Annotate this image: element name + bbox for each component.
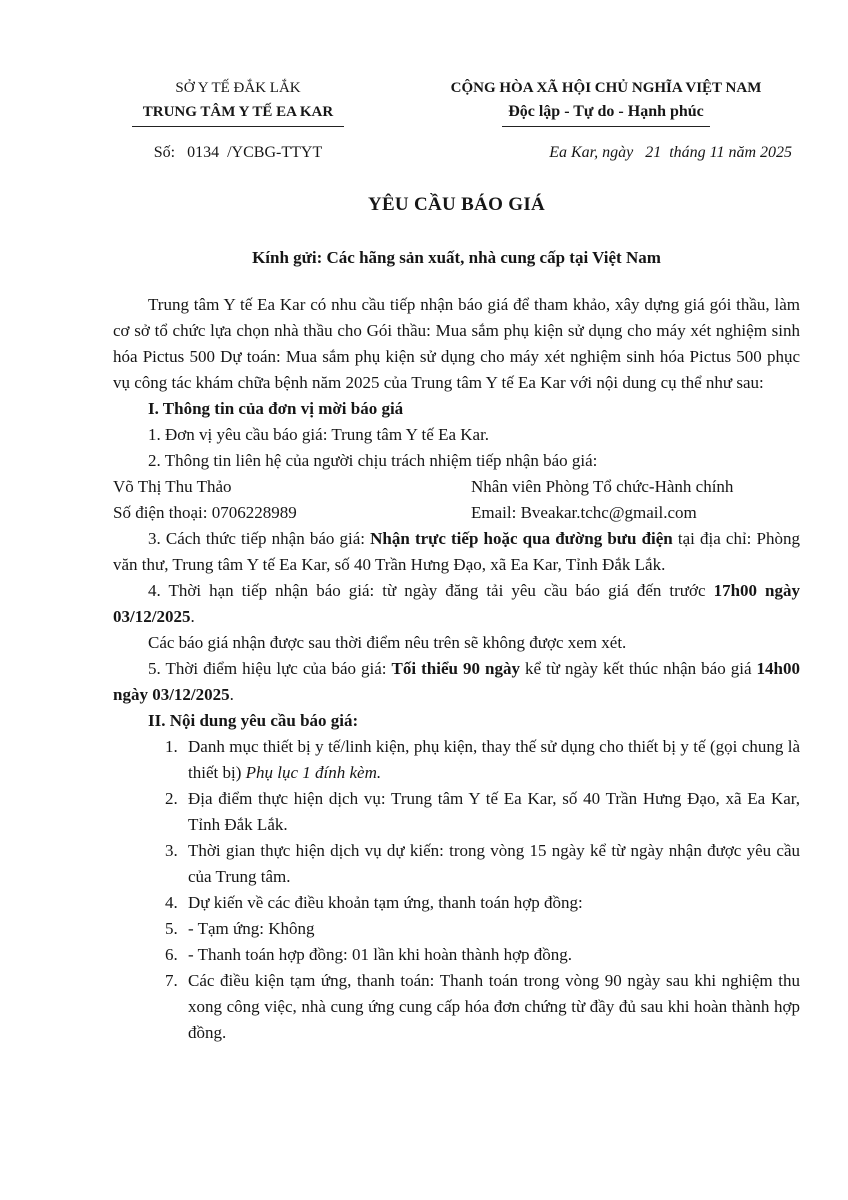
issuer-block [98, 76, 378, 127]
receive-method-paragraph: 3. Cách thức tiếp nhận báo giá: Nhận trực tiếp hoặc qua đường bưu điện tại địa chỉ: Phòng văn thư, Trung tâm Y tế Ea Kar, số 40 Trần Hưng Đạo, xã Ea Kar, Tỉnh Đắk Lắk. [113, 529, 800, 574]
list-item [113, 734, 800, 786]
header-subrow [0, 127, 848, 165]
list-item-text: - Tạm ứng: Không [188, 919, 315, 938]
list-item-number: 6. [165, 945, 178, 964]
document-header [0, 0, 848, 127]
contact-name: Võ Thị Thu Thảo [113, 477, 232, 496]
requirements-list [113, 734, 800, 1046]
list-item-text: Danh mục thiết bị y tế/linh kiện, phụ kiện, thay thế sử dụng cho thiết bị y tế (gọi chung là thiết bị) Phụ lục 1 đính kèm. [188, 737, 800, 782]
issuer-org-name: TRUNG TÂM Y TẾ EA KAR [142, 104, 334, 120]
list-item-text: Dự kiến về các điều khoản tạm ứng, thanh toán hợp đồng: [188, 893, 583, 912]
list-item [113, 942, 800, 968]
doc-title: YÊU CẦU BÁO GIÁ [367, 194, 546, 215]
place-date-line: Ea Kar, ngày 21 tháng 11 năm 2025 [549, 144, 792, 161]
list-item-number: 2. [165, 789, 178, 808]
list-item-number: 1. [165, 737, 178, 756]
list-item [113, 838, 800, 890]
list-item-text: - Thanh toán hợp đồng: 01 lần khi hoàn thành hợp đồng. [188, 945, 573, 964]
doc-number: Số: 0134 /YCBG-TTYT [153, 144, 323, 161]
issuer-department: SỞ Y TẾ ĐẮK LẮK [175, 80, 301, 96]
list-item-number: 4. [165, 893, 178, 912]
section-1-item-1: 1. Đơn vị yêu cầu báo giá: Trung tâm Y tế Ea Kar. [148, 425, 490, 444]
deadline-paragraph: 4. Thời hạn tiếp nhận báo giá: từ ngày đăng tải yêu cầu báo giá đến trước 17h00 ngày 03/12/2025. [113, 581, 800, 626]
section-1-heading: I. Thông tin của đơn vị mời báo giá [148, 399, 404, 418]
motto-underline [502, 126, 710, 127]
issuer-underline [132, 126, 344, 127]
list-item-number: 5. [165, 919, 178, 938]
contact-row-2 [113, 500, 800, 526]
list-item [113, 890, 800, 916]
section-1-item-2: 2. Thông tin liên hệ của người chịu trách nhiệm tiếp nhận báo giá: [148, 451, 598, 470]
list-item-text: Thời gian thực hiện dịch vụ dự kiến: trong vòng 15 ngày kể từ ngày nhận được yêu cầu của Trung tâm. [188, 841, 800, 886]
national-title: CỘNG HÒA XÃ HỘI CHỦ NGHĨA VIỆT NAM [450, 80, 762, 96]
national-block [420, 76, 792, 127]
contact-email: Email: Bveakar.tchc@gmail.com [471, 503, 697, 522]
contact-row-1 [113, 474, 800, 500]
contact-phone: Số điện thoại: 0706228989 [113, 503, 297, 522]
list-item-number: 7. [165, 971, 178, 990]
national-motto: Độc lập - Tự do - Hạnh phúc [508, 103, 704, 120]
late-note-line: Các báo giá nhận được sau thời điểm nêu trên sẽ không được xem xét. [148, 633, 627, 652]
intro-paragraph: Trung tâm Y tế Ea Kar có nhu cầu tiếp nhận báo giá để tham khảo, xây dựng giá gói thầu, làm cơ sở tổ chức lựa chọn nhà thầu cho Gói thầu: Mua sắm phụ kiện sử dụng cho máy xét nghiệm sinh hóa Pictus 500 Dự toán: Mua sắm phụ kiện sử dụng cho máy xét nghiệm sinh hóa Pictus 500 phục vụ công tác khám chữa bệnh năm 2025 của Trung tâm Y tế Ea Kar với nội dung cụ thể như sau: [113, 295, 800, 392]
contact-role: Nhân viên Phòng Tổ chức-Hành chính [471, 477, 734, 496]
body-text [113, 292, 800, 1046]
list-item-text: Các điều kiện tạm ứng, thanh toán: Thanh toán trong vòng 90 ngày sau khi nghiệm thu xong công việc, nhà cung ứng cung cấp hóa đơn chứng từ đầy đủ sau khi hoàn thành hợp đồng. [188, 971, 800, 1042]
list-item [113, 786, 800, 838]
section-2-heading: II. Nội dung yêu cầu báo giá: [148, 711, 359, 730]
list-item [113, 916, 800, 942]
list-item-text: Địa điểm thực hiện dịch vụ: Trung tâm Y tế Ea Kar, số 40 Trần Hưng Đạo, xã Ea Kar, Tỉnh Đắk Lắk. [188, 789, 800, 834]
document-content [0, 191, 848, 1046]
list-item-number: 3. [165, 841, 178, 860]
list-item [113, 968, 800, 1046]
validity-paragraph: 5. Thời điểm hiệu lực của báo giá: Tối thiểu 90 ngày kể từ ngày kết thúc nhận báo giá 14h00 ngày 03/12/2025. [113, 659, 800, 704]
salutation-line: Kính gửi: Các hãng sản xuất, nhà cung cấp tại Việt Nam [252, 248, 661, 267]
